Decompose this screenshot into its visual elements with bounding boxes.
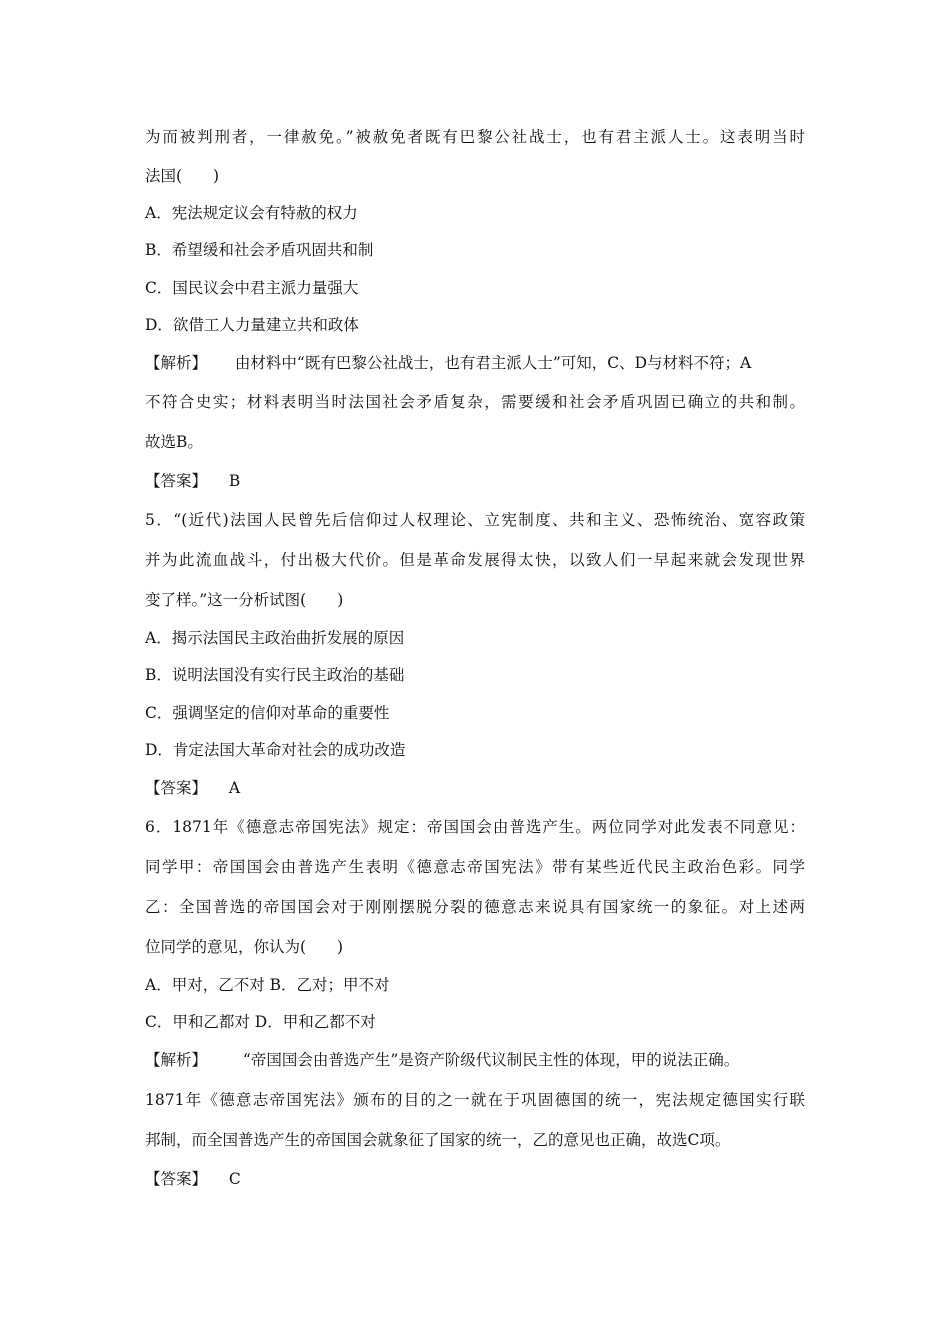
q4-analysis-text-1: 由材料中“既有巴黎公社战士，也有君主派人士”可知，C、D与材料不符；A: [234, 354, 752, 372]
q4-option-d: D．欲借工人力量建立共和政体: [145, 316, 359, 334]
q6-stem-line-2: 同学甲：帝国国会由普选产生表明《德意志帝国宪法》带有某些近代民主政治色彩。同学: [145, 858, 805, 876]
q6-options-cd: C．甲和乙都对 D．甲和乙都不对: [145, 1013, 376, 1031]
q5-option-b: B．说明法国没有实行民主政治的基础: [145, 666, 405, 684]
q6-options-ab: A．甲对，乙不对 B．乙对；甲不对: [145, 976, 390, 994]
q5-option-c: C．强调坚定的信仰对革命的重要性: [145, 704, 390, 722]
analysis-tag: 【解析】: [145, 354, 208, 372]
answer-tag: 【答案】: [145, 1170, 208, 1188]
q5-answer-value: A: [228, 779, 241, 797]
q4-option-b: B．希望缓和社会矛盾巩固共和制: [145, 241, 374, 259]
q4-analysis-line-3: 故选B。: [145, 433, 203, 451]
q6-stem-line-3: 乙：全国普选的帝国国会对于刚刚摆脱分裂的德意志来说具有国家统一的象征。对上述两: [145, 898, 805, 916]
q6-analysis-text-1: “帝国国会由普选产生”是资产阶级代议制民主性的体现，甲的说法正确。: [242, 1051, 740, 1069]
answer-tag: 【答案】: [145, 779, 208, 797]
q5-stem-line-3: 变了样。”这一分析试图( ): [145, 591, 344, 609]
q4-analysis-line-1: [145, 353, 751, 373]
q6-analysis-line-1: [145, 1050, 739, 1070]
q4-analysis-line-2: 不符合史实；材料表明当时法国社会矛盾复杂，需要缓和社会矛盾巩固已确立的共和制。: [145, 393, 805, 411]
q5-option-d: D．肯定法国大革命对社会的成功改造: [145, 741, 406, 759]
q5-option-a: A．揭示法国民主政治曲折发展的原因: [145, 629, 405, 647]
q4-stem-line-2: 法国( ): [145, 167, 220, 185]
q4-answer-value: B: [228, 472, 241, 490]
q4-answer-line: [145, 471, 240, 491]
answer-tag: 【答案】: [145, 472, 208, 490]
q5-stem-line-2: 并为此流血战斗，付出极大代价。但是革命发展得太快，以致人们一早起来就会发现世界: [145, 551, 805, 569]
q5-stem-line-1: 5．“(近代)法国人民曾先后信仰过人权理论、立宪制度、共和主义、恐怖统治、宽容政策: [145, 511, 805, 529]
q6-analysis-line-3: 邦制，而全国普选产生的帝国国会就象征了国家的统一，乙的意见也正确，故选C项。: [145, 1131, 731, 1149]
q4-stem-line-1: 为而被判刑者，一律赦免。”被赦免者既有巴黎公社战士，也有君主派人士。这表明当时: [145, 128, 805, 146]
q4-option-c: C．国民议会中君主派力量强大: [145, 279, 359, 297]
q5-answer-line: [145, 778, 240, 798]
q6-stem-line-4: 位同学的意见，你认为( ): [145, 938, 344, 956]
q6-analysis-line-2: 1871年《德意志帝国宪法》颁布的目的之一就在于巩固德国的统一，宪法规定德国实行联: [145, 1091, 805, 1109]
analysis-tag: 【解析】: [145, 1051, 208, 1069]
q6-stem-line-1: 6．1871年《德意志帝国宪法》规定：帝国国会由普选产生。两位同学对此发表不同意见：: [145, 818, 805, 836]
q6-answer-value: C: [228, 1170, 241, 1188]
q6-answer-line: [145, 1169, 241, 1189]
q4-option-a: A．宪法规定议会有特赦的权力: [145, 204, 358, 222]
